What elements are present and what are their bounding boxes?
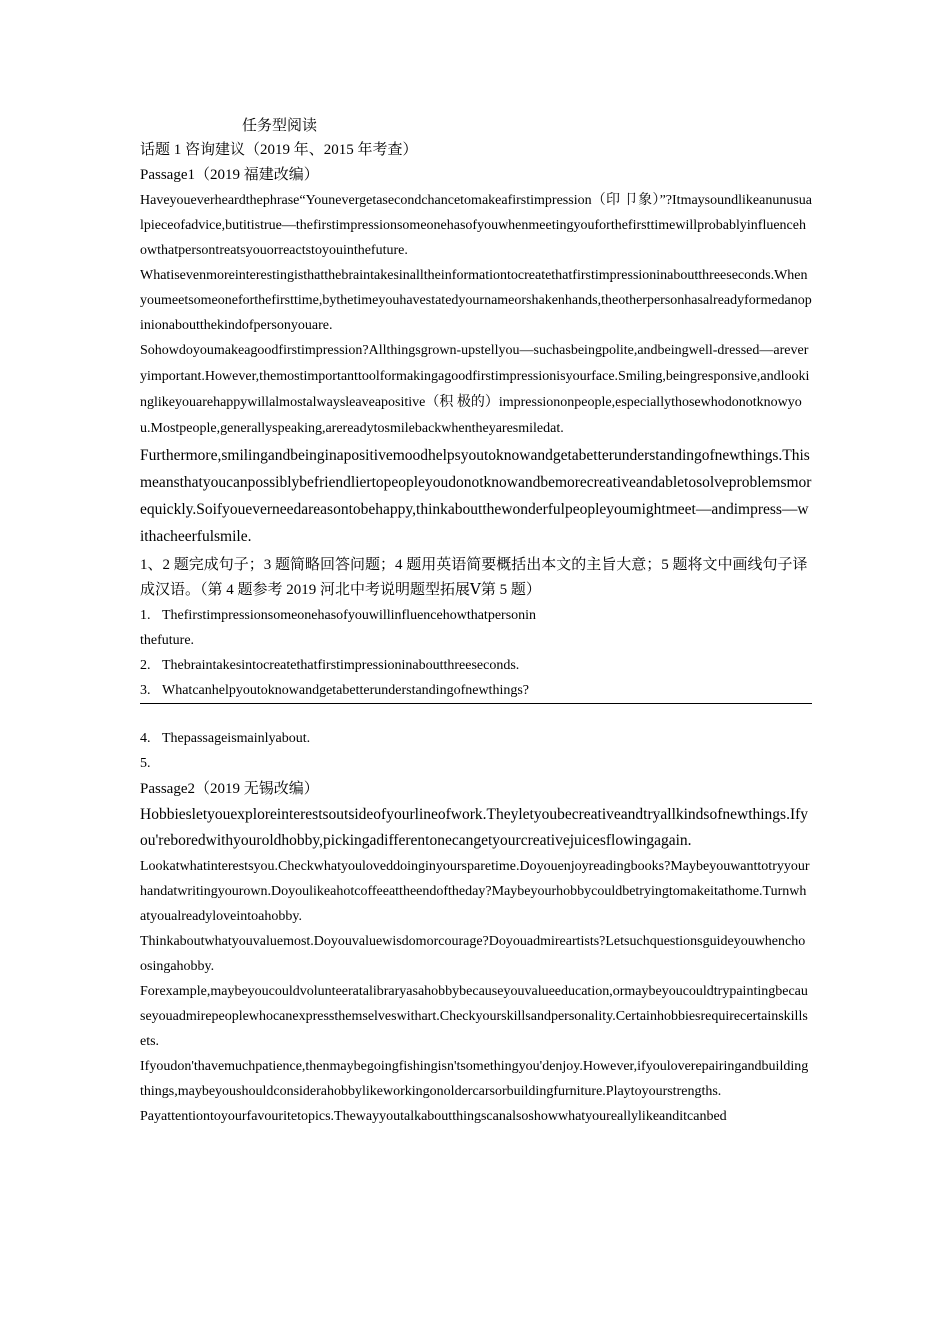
- question-text: [162, 751, 812, 776]
- passage2-paragraph-1: Hobbiesletyouexploreinterestsoutsideofyourlineofwork.Theyletyoubecreativeandtryallkindsofnewthings.Ifyou'reboredwithyouroldhobby,pickingadifferentonecangetyourcreativejuicesflowingagain.: [140, 806, 809, 849]
- document-title: 任务型阅读: [242, 118, 318, 134]
- passage1-paragraph-3: Sohowdoyoumakeagoodfirstimpression?Allthingsgrown-upstellyou—suchasbeingpolite,andbeingwell-dressed—areveryimportant.However,themostimportanttoolformakingagoodfirstimpressionisyourface.Smiling,beingresponsive,andlookinglikeyouarehappywillalmostalwaysleaveapositive（积 极的）impressiononpeople,especiallythosewhodonotknowyou.Mostpeople,generallyspeaking,arereadytosmilebackwhentheyaresmiledat.: [140, 343, 810, 436]
- question-text: Thefirstimpressionsomeonehasofyouwillinfluencehowthatpersonin: [162, 608, 537, 623]
- question-1: [140, 603, 812, 628]
- question-number: 1.: [140, 608, 151, 623]
- passage2-paragraph-3: Thinkaboutwhatyouvaluemost.Doyouvaluewisdomorcourage?Doyouadmireartists?Letsuchquestionsguideyouwhenchoosingahobby.: [140, 934, 806, 974]
- question-text: thefuture.: [140, 633, 195, 648]
- task-instructions: 1、2 题完成句子；3 题简略回答问题；4 题用英语简要概括出本文的主旨大意；5 题将文中画线句子译成汉语。（第 4 题参考 2019 河北中考说明题型拓展Ⅴ第 5 题）: [140, 557, 808, 598]
- passage1-paragraph-2: Whatisevenmoreinterestingisthatthebraintakesinalltheinformationtocreatethatfirstimpressioninaboutthreeseconds.Whenyoumeetsomeoneforthefirsttime,bythetimeyouhavestatedyournameorshakenhands,theotherpersonhasalreadyformedanopinionaboutthekindofpersonyouare.: [140, 268, 812, 333]
- passage1-paragraph-1: Haveyoueverheardthephrase“Younevergetasecondchancetomakeafirstimpression（印 卩象）”?Itmaysoundlikeanunusualpieceofadvice,butitistrue—thefirstimpressionsomeonehasofyouwhenmeetingyouforthefirsttimewillprobablyinfluencehowthatpersontreatsyouorreactstoyouinthefuture.: [140, 193, 812, 258]
- question-5: [140, 751, 812, 776]
- question-number: 5.: [140, 756, 151, 771]
- document-page: [140, 114, 812, 1129]
- topic-heading: 话题 1 咨询建议（2019 年、2015 年考查）: [140, 142, 418, 158]
- question-number: 4.: [140, 731, 151, 746]
- passage2-paragraph-5: Ifyoudon'thavemuchpatience,thenmaybegoingfishingisn'tsomethingyou'denjoy.However,ifyouloverepairingandbuildingthings,maybeyoushouldconsiderahobbylikeworkingonoldercarsorbuildingfurniture.Playtoyourstrengths.: [140, 1059, 809, 1099]
- passage2-label: Passage2（2019 无锡改编）: [140, 781, 319, 797]
- passage2-paragraph-4: Forexample,maybeyoucouldvolunteeratalibraryasahobbybecauseyouvalueeducation,ormaybeyoucouldtrypaintingbecauseyouadmirepeoplewhocanexpressthemselveswithart.Checkyourskillsandpersonality.Certainhobbiesrequirecertainskillsets.: [140, 984, 808, 1049]
- passage2-paragraph-2: Lookatwhatinterestsyou.Checkwhatyouloveddoinginyoursparetime.Doyouenjoyreadingbooks?Maybeyouwanttotryyourhandatwritingyourown.Doyoulikeahotcoffeeattheendoftheday?Maybeyourhobbycouldbetryingtomakeitathome.Turnwhatyoualreadyloveintoahobby.: [140, 859, 810, 924]
- question-text: Thebraintakesintocreatethatfirstimpressioninaboutthreeseconds.: [162, 658, 520, 673]
- question-1-continued: [140, 628, 812, 653]
- answer-space: [140, 704, 812, 726]
- passage1-label: Passage1（2019 福建改编）: [140, 167, 319, 183]
- question-number: 2.: [140, 658, 151, 673]
- question-text: Whatcanhelpyoutoknowandgetabetterunderstandingofnewthings?: [162, 683, 529, 698]
- question-text: Thepassageismainlyabout.: [162, 731, 311, 746]
- question-3: [140, 678, 812, 704]
- question-2: [140, 653, 812, 678]
- question-number: 3.: [140, 683, 151, 698]
- passage2-paragraph-6: Payattentiontoyourfavouritetopics.Thewayyoutalkaboutthingscanalsoshowwhatyoureallylikeanditcanbed: [140, 1109, 727, 1124]
- passage1-paragraph-4: Furthermore,smilingandbeinginapositivemoodhelpsyoutoknowandgetabetterunderstandingofnewthings.Thismeansthatyoucanpossiblybefriendliertopeopleyoudonotknowandbemorecreativeandabletosolveproblemsmorequickly.Soifyoueverneedareasontobehappy,thinkaboutthewonderfulpeopleyoumightmeet—andimpress—withacheerfulsmile.: [140, 447, 812, 545]
- question-4: [140, 726, 812, 751]
